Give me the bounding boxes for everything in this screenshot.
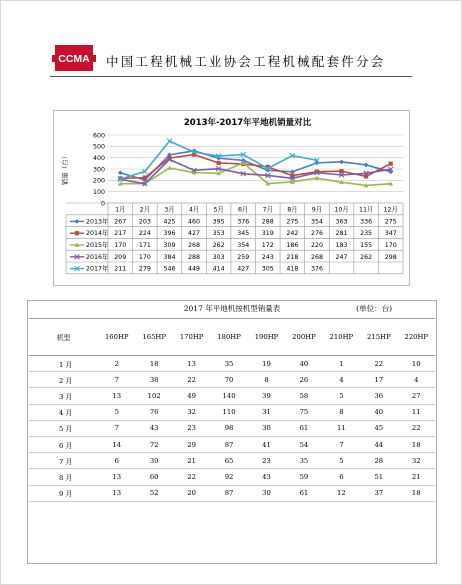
data-label: 186 (286, 242, 299, 249)
data-label: 363 (335, 218, 348, 226)
table-cell: 52 (135, 485, 172, 501)
table-cell: 7 (323, 436, 360, 452)
table-row (29, 356, 435, 372)
sales-table-panel (27, 300, 437, 564)
table-cell: 76 (135, 404, 172, 420)
table-cell: 60 (135, 469, 172, 485)
table-cell: 10 (398, 356, 435, 372)
chart-title: 2013年-2017年平地机销量对比 (183, 118, 312, 128)
x-category-label: 8月 (287, 206, 298, 214)
data-label: 303 (212, 253, 225, 261)
data-label: 298 (384, 253, 397, 261)
data-label: 354 (310, 218, 323, 226)
data-label: 171 (138, 242, 151, 249)
header-165hp: 165HP (135, 319, 172, 356)
table-cell: 43 (248, 469, 285, 485)
legend-label: 2017年 (86, 265, 109, 273)
table-row (29, 420, 435, 436)
data-label: 224 (138, 230, 151, 238)
data-point (217, 161, 221, 165)
data-label: 336 (360, 218, 373, 226)
table-title: 2017 年平地机按机型销量表 (183, 304, 281, 313)
table-unit: (单位：台) (356, 304, 392, 313)
table-cell: 65 (210, 453, 247, 469)
table-cell: 26 (285, 372, 322, 388)
table-cell: 61 (285, 485, 322, 501)
x-category-label: 4月 (188, 206, 200, 214)
table-cell: 98 (210, 420, 247, 436)
table-row (29, 436, 435, 452)
data-label: 546 (163, 265, 176, 273)
table-cell: 22 (398, 420, 435, 436)
data-label: 170 (138, 253, 151, 261)
table-cell: 40 (285, 356, 322, 372)
table-cell: 4 (398, 372, 435, 388)
sales-by-model-table (29, 318, 435, 502)
table-cell: 14 (98, 436, 135, 452)
row-month: 3 月 (29, 388, 98, 404)
table-cell: 30 (248, 485, 285, 501)
ccma-logo (52, 40, 96, 76)
table-cell: 11 (323, 420, 360, 436)
table-cell: 59 (285, 469, 322, 485)
table-cell: 7 (98, 372, 135, 388)
legend-label: 2015年 (86, 242, 109, 249)
table-cell: 102 (135, 388, 172, 404)
header-model: 机型 (29, 319, 98, 356)
data-label: 268 (188, 242, 201, 249)
table-cell: 72 (135, 436, 172, 452)
row-month: 8 月 (29, 469, 98, 485)
table-cell: 30 (248, 420, 285, 436)
data-point (389, 162, 393, 166)
table-cell: 21 (398, 469, 435, 485)
data-label: 281 (335, 230, 348, 238)
table-cell: 22 (173, 469, 210, 485)
x-category-label: 9月 (311, 206, 323, 214)
table-cell: 49 (173, 388, 210, 404)
table-body (29, 356, 435, 502)
table-cell: 5 (323, 453, 360, 469)
data-label: 347 (384, 230, 397, 238)
data-label: 170 (114, 242, 127, 249)
data-label: 279 (138, 265, 151, 273)
table-cell: 35 (285, 453, 322, 469)
data-label: 262 (360, 253, 373, 261)
data-label: 418 (286, 265, 299, 273)
table-cell: 7 (98, 420, 135, 436)
legend-label: 2014年 (86, 230, 109, 238)
svg-text:CCMA: CCMA (58, 53, 90, 65)
table-cell: 13 (98, 469, 135, 485)
table-cell: 51 (360, 469, 397, 485)
header-215hp: 215HP (360, 319, 397, 356)
data-label: 376 (310, 265, 323, 273)
table-title-row (28, 303, 436, 314)
row-month: 5 月 (29, 420, 98, 436)
sales-line-chart (54, 111, 409, 285)
data-label: 172 (261, 242, 274, 249)
data-label: 170 (384, 242, 397, 249)
data-label: 384 (163, 253, 176, 261)
table-cell: 37 (360, 485, 397, 501)
y-axis-label: 销量（台） (61, 152, 69, 186)
table-cell: 4 (323, 372, 360, 388)
y-tick-label: 400 (92, 154, 105, 162)
table-cell: 18 (135, 356, 172, 372)
table-cell: 8 (248, 372, 285, 388)
table-cell: 23 (173, 420, 210, 436)
data-label: 235 (360, 230, 373, 238)
table-cell: 75 (285, 404, 322, 420)
table-cell: 22 (360, 356, 397, 372)
data-point (364, 163, 369, 168)
table-cell: 110 (210, 404, 247, 420)
x-category-label: 6月 (238, 206, 249, 214)
table-cell: 1 (323, 356, 360, 372)
x-category-label: 10月 (334, 206, 349, 214)
table-cell: 6 (323, 469, 360, 485)
header-160hp: 160HP (98, 319, 135, 356)
x-category-label: 12月 (383, 206, 398, 214)
data-label: 288 (188, 253, 201, 261)
data-label: 319 (261, 230, 274, 238)
table-cell: 87 (210, 436, 247, 452)
table-cell: 29 (173, 436, 210, 452)
data-label: 211 (114, 265, 127, 273)
table-cell: 19 (248, 356, 285, 372)
data-label: 425 (163, 218, 176, 226)
header-170hp: 170HP (173, 319, 210, 356)
table-cell: 32 (398, 453, 435, 469)
data-label: 460 (188, 218, 201, 226)
data-label: 345 (237, 230, 250, 238)
row-month: 9 月 (29, 485, 98, 501)
data-label: 203 (138, 218, 151, 226)
data-label: 220 (310, 242, 323, 249)
table-cell: 39 (248, 388, 285, 404)
table-cell: 23 (248, 453, 285, 469)
row-month: 4 月 (29, 404, 98, 420)
data-label: 218 (286, 253, 299, 261)
table-cell: 87 (210, 485, 247, 501)
table-row (29, 388, 435, 404)
table-cell: 13 (98, 485, 135, 501)
table-cell: 11 (398, 404, 435, 420)
data-point (75, 231, 79, 235)
header-200hp: 200HP (285, 319, 322, 356)
data-label: 414 (212, 265, 225, 273)
data-label: 427 (188, 230, 201, 238)
table-cell: 36 (360, 388, 397, 404)
table-cell: 44 (360, 436, 397, 452)
data-label: 309 (163, 242, 176, 249)
y-tick-label: 0 (100, 200, 105, 208)
table-cell: 2 (98, 356, 135, 372)
header-220hp: 220HP (398, 319, 435, 356)
data-label: 427 (237, 265, 250, 273)
y-tick-label: 500 (92, 143, 105, 151)
data-label: 247 (335, 253, 348, 261)
data-label: 268 (310, 253, 323, 261)
data-label: 183 (335, 242, 348, 249)
data-point (75, 219, 80, 224)
data-label: 275 (384, 218, 397, 226)
table-cell: 43 (135, 420, 172, 436)
org-title: 中国工程机械工业协会工程机械配套件分会 (106, 54, 386, 69)
data-label: 396 (163, 230, 176, 238)
table-cell: 39 (135, 453, 172, 469)
data-point (315, 160, 320, 165)
table-cell: 61 (285, 420, 322, 436)
x-category-label: 1月 (115, 206, 126, 214)
table-cell: 13 (98, 388, 135, 404)
table-cell: 18 (398, 485, 435, 501)
y-tick-label: 600 (92, 132, 105, 140)
table-cell: 40 (360, 404, 397, 420)
table-row (29, 372, 435, 388)
data-label: 376 (237, 218, 250, 226)
data-point (143, 176, 147, 180)
table-row (29, 469, 435, 485)
data-label: 354 (237, 242, 250, 249)
table-cell: 31 (248, 404, 285, 420)
table-cell: 17 (360, 372, 397, 388)
table-cell: 70 (210, 372, 247, 388)
x-category-label: 11月 (358, 206, 374, 214)
legend-label: 2016年 (86, 253, 109, 261)
table-cell: 32 (173, 404, 210, 420)
y-tick-label: 200 (92, 177, 105, 185)
data-point (339, 169, 343, 173)
data-label: 353 (212, 230, 225, 238)
data-label: 275 (286, 218, 299, 226)
header-190hp: 190HP (248, 319, 285, 356)
y-tick-label: 100 (92, 188, 105, 196)
data-label: 209 (114, 253, 127, 261)
table-cell: 18 (398, 436, 435, 452)
data-label: 243 (261, 253, 274, 261)
table-cell: 92 (210, 469, 247, 485)
table-cell: 28 (360, 453, 397, 469)
data-label: 242 (286, 230, 299, 238)
x-category-label: 2月 (139, 206, 151, 214)
table-header-row (29, 319, 435, 356)
table-cell: 27 (398, 388, 435, 404)
table-cell: 12 (323, 485, 360, 501)
data-label: 217 (114, 230, 127, 238)
table-cell: 54 (285, 436, 322, 452)
header-180hp: 180HP (210, 319, 247, 356)
table-row (29, 404, 435, 420)
table-cell: 20 (173, 485, 210, 501)
data-label: 305 (261, 265, 274, 273)
row-month: 1 月 (29, 356, 98, 372)
legend-label: 2013年 (86, 218, 109, 226)
table-cell: 21 (173, 453, 210, 469)
data-label: 155 (360, 242, 373, 249)
header-divider (50, 76, 412, 77)
table-cell: 13 (173, 356, 210, 372)
header-210hp: 210HP (323, 319, 360, 356)
table-cell: 8 (323, 404, 360, 420)
x-category-label: 3月 (164, 206, 175, 214)
table-cell: 22 (173, 372, 210, 388)
data-label: 276 (310, 230, 323, 238)
row-month: 2 月 (29, 372, 98, 388)
data-label: 288 (261, 218, 274, 226)
data-point (118, 170, 123, 175)
data-label: 267 (114, 218, 127, 226)
data-label: 449 (188, 265, 201, 273)
table-row (29, 453, 435, 469)
table-cell: 41 (248, 436, 285, 452)
table-cell: 35 (210, 356, 247, 372)
row-month: 7 月 (29, 453, 98, 469)
data-point (339, 159, 344, 164)
data-label: 395 (212, 218, 225, 226)
table-cell: 6 (98, 453, 135, 469)
x-category-label: 5月 (213, 206, 224, 214)
chart-panel (53, 110, 410, 286)
table-cell: 45 (360, 420, 397, 436)
x-category-label: 7月 (262, 206, 273, 214)
data-label: 262 (212, 242, 225, 249)
y-tick-label: 300 (92, 166, 105, 174)
table-cell: 58 (285, 388, 322, 404)
table-cell: 140 (210, 388, 247, 404)
table-cell: 38 (135, 372, 172, 388)
table-cell: 5 (98, 404, 135, 420)
row-month: 6 月 (29, 436, 98, 452)
table-cell: 5 (323, 388, 360, 404)
data-label: 259 (237, 253, 250, 261)
table-row (29, 485, 435, 501)
